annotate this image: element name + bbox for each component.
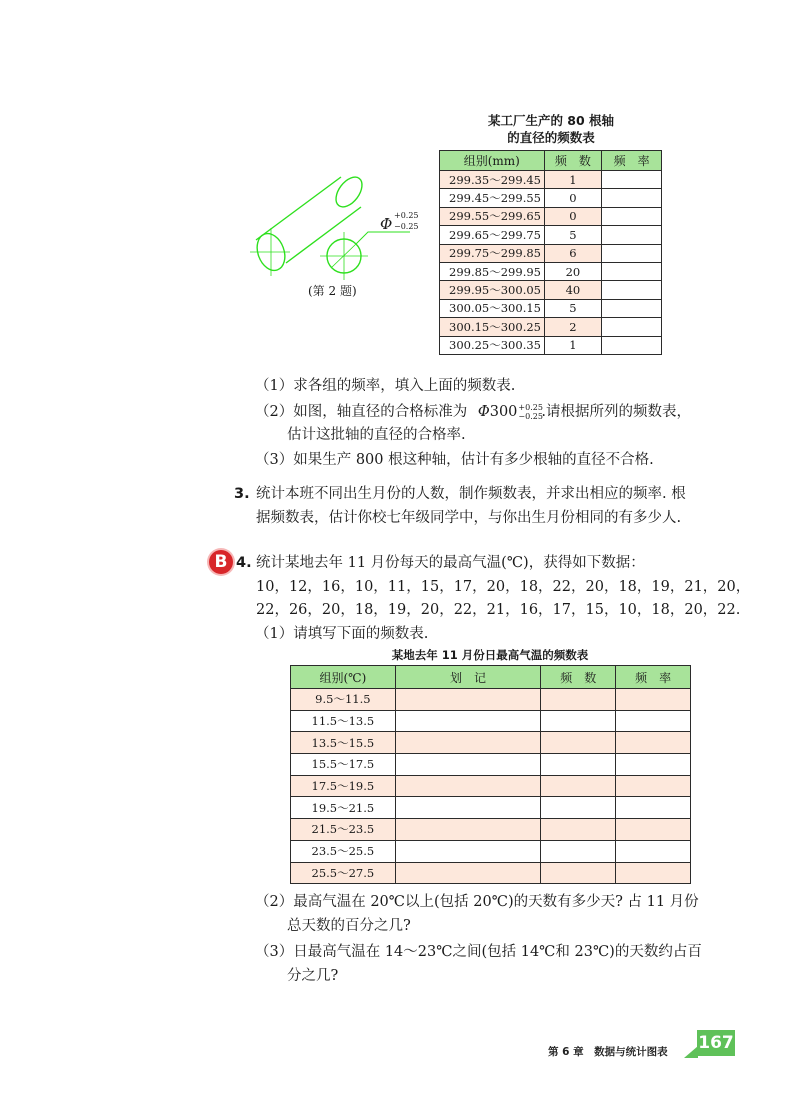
frequency-blank-cell[interactable] <box>602 299 662 317</box>
group-cell: 299.45～299.55 <box>440 189 545 207</box>
frequency-blank-cell[interactable] <box>616 689 691 711</box>
table-row <box>440 336 662 354</box>
q2-part2-rest: .请根据所列的频数表， <box>541 404 692 420</box>
group-cell: 11.5～13.5 <box>291 710 396 732</box>
table-row <box>440 281 662 299</box>
header-frequency: 频 率 <box>602 151 662 171</box>
frequency-blank-cell[interactable] <box>602 318 662 336</box>
table-row <box>291 732 691 754</box>
tolerance-plus: +0.25 <box>394 211 419 220</box>
page-number: 167 <box>697 1030 735 1056</box>
group-cell: 299.55～299.65 <box>440 207 545 225</box>
frequency-blank-cell[interactable] <box>602 189 662 207</box>
table-row <box>440 207 662 225</box>
count-blank-cell[interactable] <box>541 840 616 862</box>
frequency-blank-cell[interactable] <box>602 281 662 299</box>
frequency-blank-cell[interactable] <box>616 797 691 819</box>
count-cell: 0 <box>544 207 602 225</box>
frequency-blank-cell[interactable] <box>602 336 662 354</box>
frequency-blank-cell[interactable] <box>616 732 691 754</box>
group-cell: 13.5～15.5 <box>291 732 396 754</box>
table-row <box>440 171 662 189</box>
tally-blank-cell[interactable] <box>395 775 541 797</box>
group-cell: 17.5～19.5 <box>291 775 396 797</box>
table-row <box>440 318 662 336</box>
q2-standard-value: 300 <box>489 404 518 420</box>
q2-part2-line2: 估计这批轴的直径的合格率. <box>287 427 466 443</box>
q2-tolerance <box>517 403 541 421</box>
frequency-blank-cell[interactable] <box>602 226 662 244</box>
frequency-blank-cell[interactable] <box>616 754 691 776</box>
table-row <box>291 797 691 819</box>
table-header-row <box>291 666 691 689</box>
group-cell: 299.75～299.85 <box>440 244 545 262</box>
header-group: 组别(℃) <box>291 666 396 689</box>
tolerance-minus: −0.25 <box>394 222 419 231</box>
tally-blank-cell[interactable] <box>395 862 541 884</box>
table-row <box>291 819 691 841</box>
group-cell: 299.95～300.05 <box>440 281 545 299</box>
tally-blank-cell[interactable] <box>395 710 541 732</box>
header-count: 频 数 <box>541 666 616 689</box>
group-cell: 21.5～23.5 <box>291 819 396 841</box>
tally-blank-cell[interactable] <box>395 754 541 776</box>
header-frequency: 频 率 <box>616 666 691 689</box>
group-cell: 25.5～27.5 <box>291 862 396 884</box>
table-row <box>440 244 662 262</box>
q4-part2-line1: （2）最高气温在 20℃以上(包括 20℃)的天数有多少天? 占 11 月份 <box>255 894 699 910</box>
q4-data-line1: 10，12，16，10，11，15，17，20，18，22，20，18，19，21，20， <box>256 579 751 595</box>
table1-caption-line2: 的直径的频数表 <box>507 130 595 145</box>
q4-part2-line2: 总天数的百分之几? <box>287 918 411 934</box>
tally-blank-cell[interactable] <box>395 732 541 754</box>
group-cell: 300.05～300.15 <box>440 299 545 317</box>
chapter-footer: 第 6 章 数据与统计图表 <box>548 1046 668 1058</box>
count-blank-cell[interactable] <box>541 754 616 776</box>
tally-blank-cell[interactable] <box>395 797 541 819</box>
q4-part1: （1）请填写下面的频数表. <box>255 626 429 642</box>
group-cell: 300.25～300.35 <box>440 336 545 354</box>
frequency-blank-cell[interactable] <box>602 244 662 262</box>
q4-line1: 统计某地去年 11 月份每天的最高气温(℃)，获得如下数据： <box>256 555 645 571</box>
page-tab-arrow-icon <box>684 1046 698 1058</box>
q3-line1: 统计本班不同出生月份的人数，制作频数表，并求出相应的频率. 根 <box>256 486 686 502</box>
count-cell: 6 <box>544 244 602 262</box>
q2-part1: （1）求各组的频率，填入上面的频数表. <box>255 378 516 394</box>
q2-part3: （3）如果生产 800 根这种轴，估计有多少根轴的直径不合格. <box>255 452 654 468</box>
q4-number: 4. <box>236 555 252 571</box>
q4-part3-line2: 分之几? <box>287 968 339 984</box>
table-row <box>291 862 691 884</box>
figure-caption: (第 2 题) <box>308 284 357 298</box>
count-blank-cell[interactable] <box>541 689 616 711</box>
count-blank-cell[interactable] <box>541 732 616 754</box>
group-cell: 300.15～300.25 <box>440 318 545 336</box>
table1-caption-line1: 某工厂生产的 80 根轴 <box>487 113 615 128</box>
count-cell: 20 <box>544 262 602 280</box>
q4-part3-line1: （3）日最高气温在 14～23℃之间(包括 14℃和 23℃)的天数约占百 <box>255 944 702 960</box>
tolerance-minus: −0.25 <box>518 412 543 421</box>
count-blank-cell[interactable] <box>541 819 616 841</box>
group-cell: 299.85～299.95 <box>440 262 545 280</box>
count-blank-cell[interactable] <box>541 775 616 797</box>
count-blank-cell[interactable] <box>541 862 616 884</box>
q2-part2-line1 <box>255 401 691 424</box>
table-header-row <box>440 151 662 171</box>
tally-blank-cell[interactable] <box>395 819 541 841</box>
q3-number: 3. <box>234 486 250 502</box>
table-row <box>440 262 662 280</box>
frequency-blank-cell[interactable] <box>616 819 691 841</box>
header-count: 频 数 <box>544 151 602 171</box>
frequency-blank-cell[interactable] <box>616 840 691 862</box>
frequency-blank-cell[interactable] <box>616 710 691 732</box>
frequency-blank-cell[interactable] <box>602 262 662 280</box>
level-b-badge-icon: B <box>209 550 233 574</box>
tally-blank-cell[interactable] <box>395 689 541 711</box>
table-row <box>291 775 691 797</box>
frequency-blank-cell[interactable] <box>602 207 662 225</box>
q2-part2-text: （2）如图，轴直径的合格标准为 <box>255 404 468 420</box>
count-blank-cell[interactable] <box>541 797 616 819</box>
group-cell: 23.5～25.5 <box>291 840 396 862</box>
count-cell: 5 <box>544 226 602 244</box>
table-row <box>291 840 691 862</box>
q4-data-line2: 22，26，20，18，19，20，22，21，16，17，15，10，18，20，22. <box>256 602 741 618</box>
count-cell: 1 <box>544 171 602 189</box>
table-row <box>291 710 691 732</box>
group-cell: 19.5～21.5 <box>291 797 396 819</box>
frequency-blank-cell[interactable] <box>616 775 691 797</box>
q3-line2: 据频数表，估计你校七年级同学中，与你出生月份相同的有多少人. <box>256 510 682 526</box>
temperature-frequency-table <box>290 665 691 884</box>
table-row <box>291 689 691 711</box>
frequency-blank-cell[interactable] <box>602 171 662 189</box>
tolerance-label <box>380 210 440 236</box>
group-cell: 15.5～17.5 <box>291 754 396 776</box>
phi-symbol: Φ <box>380 215 393 233</box>
table2-caption: 某地去年 11 月份日最高气温的频数表 <box>391 648 589 662</box>
table-row <box>440 226 662 244</box>
count-cell: 40 <box>544 281 602 299</box>
header-tally: 划 记 <box>395 666 541 689</box>
tally-blank-cell[interactable] <box>395 840 541 862</box>
table-row <box>440 299 662 317</box>
frequency-blank-cell[interactable] <box>616 862 691 884</box>
tolerance-plus: +0.25 <box>518 403 543 412</box>
header-group: 组别(mm) <box>440 151 545 171</box>
group-cell: 299.35～299.45 <box>440 171 545 189</box>
group-cell: 299.65～299.75 <box>440 226 545 244</box>
phi-symbol: Φ <box>477 404 490 420</box>
count-cell: 0 <box>544 189 602 207</box>
shaft-diameter-frequency-table <box>439 150 662 355</box>
count-cell: 2 <box>544 318 602 336</box>
count-cell: 1 <box>544 336 602 354</box>
group-cell: 9.5～11.5 <box>291 689 396 711</box>
table-row <box>440 189 662 207</box>
count-cell: 5 <box>544 299 602 317</box>
count-blank-cell[interactable] <box>541 710 616 732</box>
table-row <box>291 754 691 776</box>
